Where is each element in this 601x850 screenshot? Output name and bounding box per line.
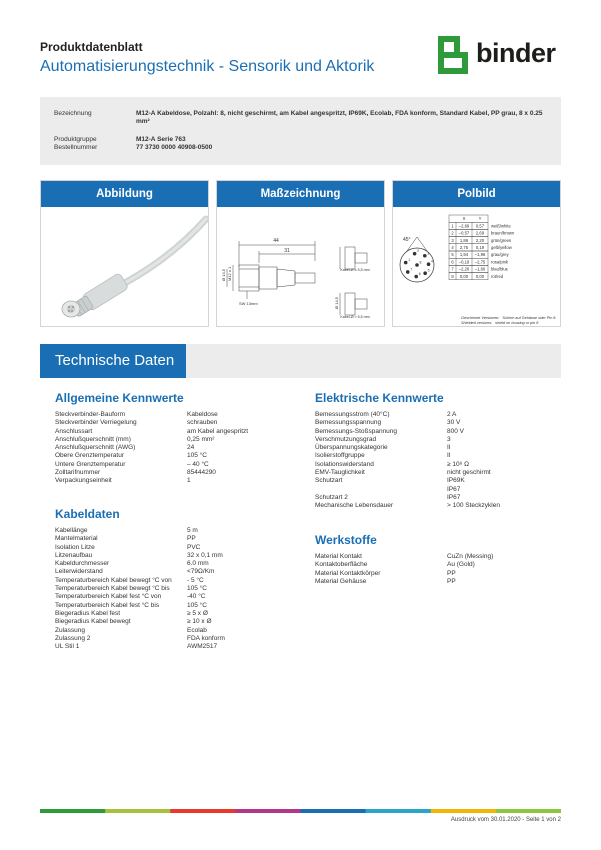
pin-dot: [414, 275, 418, 279]
cable-key: Zulassung: [55, 626, 85, 634]
cable-row: [55, 602, 295, 610]
electrical-key: Schutzart 2: [315, 493, 348, 501]
pin-color: grün/green: [491, 237, 512, 243]
cable-row: [55, 527, 295, 535]
pin-x: –2,20: [458, 266, 470, 272]
electrical-value: 2 A: [447, 411, 457, 418]
pin-color: rot/red: [491, 273, 504, 279]
pin-y: –1,96: [474, 252, 486, 258]
pin-dot-label: 4: [431, 259, 434, 264]
materials-row: [315, 578, 555, 586]
general-value: schrauben: [187, 419, 218, 427]
electrical-value: 800 V: [447, 427, 464, 435]
general-row: [55, 436, 295, 444]
drawing-panel: [216, 180, 385, 327]
dim-sw: SW 13mm: [239, 301, 258, 306]
cable-key: Isolation Litze: [55, 543, 95, 551]
cable-row: [55, 635, 295, 643]
tech-section-title: Technische Daten: [40, 344, 186, 378]
pin-color: rosa/pink: [491, 259, 508, 265]
cable-value: - 5 °C: [187, 576, 204, 584]
electrical-key: Mechanische Lebensdauer: [315, 502, 394, 510]
document-type: Produktdatenblatt: [40, 40, 143, 54]
materials-value: Au (Gold): [447, 561, 475, 569]
pin-number: 8: [451, 273, 454, 279]
materials-key: Kontaktoberfläche: [315, 561, 368, 569]
materials-row: [315, 570, 555, 578]
image-panel-header: Abbildung: [41, 181, 208, 207]
general-value: am Kabel angespritzt: [187, 427, 249, 435]
stripe-segment: [235, 809, 301, 813]
pin-x: 2,75: [459, 245, 469, 250]
general-key: Obere Grenztemperatur: [55, 452, 125, 460]
pin-x: 0,00: [459, 273, 469, 279]
electrical-row: [315, 486, 555, 494]
cable-key: Mantelmaterial: [55, 535, 98, 543]
stripe-segment: [40, 809, 106, 813]
general-value: 85444290: [187, 469, 216, 477]
designation-label: Bezeichnung: [54, 110, 92, 117]
general-value: Kabeldose: [187, 411, 218, 418]
pin-y: 2,20: [475, 237, 485, 243]
order-number-value: 77 3730 0000 40908-0500: [136, 144, 213, 151]
pin-dot-label: 8: [419, 260, 422, 265]
cable-value: AWM2517: [187, 643, 218, 651]
electrical-row: [315, 419, 555, 427]
pin-dot: [423, 254, 427, 258]
binder-logo-mark-icon: [438, 36, 472, 74]
general-key: Steckverbinder Verriegelung: [55, 419, 137, 427]
note-en: shield on housing or pin 8: [495, 321, 539, 325]
general-key: Anschlußquerschnitt (mm): [55, 435, 131, 443]
cable-table: [55, 527, 295, 651]
general-key: Zolltarifnummer: [55, 469, 101, 477]
binder-logo: [438, 36, 564, 76]
electrical-value: IP69K: [447, 477, 465, 485]
product-group-label: Produktgruppe: [54, 136, 97, 143]
materials-value: CuZn (Messing): [447, 553, 494, 560]
general-row: [55, 461, 295, 469]
pin-color: blau/blue: [491, 266, 508, 272]
electrical-row: [315, 494, 555, 502]
general-value: 24: [187, 444, 195, 452]
cable-value: ≥ 5 x Ø: [187, 609, 208, 617]
pin-number: 1: [451, 223, 454, 229]
electrical-value: nicht geschirmt: [447, 469, 491, 477]
general-key: Steckverbinder-Bauform: [55, 411, 126, 418]
cable-key: Temperaturbereich Kabel fest °C von: [55, 593, 162, 601]
pin-y: 0,00: [475, 273, 485, 279]
pin-dot-label: 5: [427, 268, 430, 273]
cable-value: -40 °C: [187, 593, 206, 601]
electrical-value: ≥ 10⁸ Ω: [447, 460, 470, 468]
pin-table-head-x: X: [462, 216, 466, 222]
note-de: Schirm auf Gehäuse oder Pin 8: [502, 316, 556, 320]
cable-value: 6.0 mm: [187, 560, 209, 568]
pin-color: gelb/yellow: [491, 245, 512, 250]
electrical-title: Elektrische Kennwerte: [315, 391, 444, 405]
cable-key: Litzenaufbau: [55, 551, 93, 559]
cable-value: 32 x 0,1 mm: [187, 551, 223, 559]
electrical-row: [315, 428, 555, 436]
electrical-row: [315, 436, 555, 444]
product-photo: [41, 207, 208, 326]
general-key: Anschlußquerschnitt (AWG): [55, 444, 136, 452]
pin-y: –1,66: [474, 266, 486, 272]
electrical-value: > 100 Steckzyklen: [447, 502, 500, 510]
note-de-label: Geschirmte Versionen:: [461, 316, 500, 320]
pin-color: weiß/white: [491, 223, 511, 229]
materials-value: PP: [447, 577, 456, 585]
dim-44: 44: [273, 238, 279, 244]
electrical-key: Bemessungsspannung: [315, 419, 382, 427]
pin-dot: [406, 270, 410, 274]
electrical-key: Verschmutzungsgrad: [315, 435, 377, 443]
pin-table-head-y: Y: [478, 216, 482, 222]
stripe-segment: [301, 809, 367, 813]
cable-value: 5 m: [187, 527, 198, 534]
materials-table: [315, 553, 555, 586]
general-row: [55, 428, 295, 436]
general-row: [55, 411, 295, 419]
pin-dot-label: 2: [417, 249, 420, 254]
cable-key: Biegeradius Kabel bewegt: [55, 618, 131, 626]
pin-dot: [423, 271, 427, 275]
cable-value: <79Ω/Km: [187, 568, 215, 576]
electrical-key: Bemessungs-Stoßspannung: [315, 427, 398, 435]
pin-number: 7: [451, 266, 454, 272]
cable-label-1: Kabel-Ø ≤ 5,5 mm: [340, 268, 370, 272]
pin-dot-label: 3: [427, 251, 430, 256]
electrical-value: II: [447, 444, 451, 452]
electrical-key: EMV-Tauglichkeit: [315, 469, 365, 477]
cable-key: Kabellänge: [55, 527, 88, 534]
electrical-row: [315, 477, 555, 485]
general-row: [55, 444, 295, 452]
general-row: [55, 477, 295, 485]
cable-row: [55, 544, 295, 552]
cable-row: [55, 577, 295, 585]
pin-y: 0,57: [475, 223, 485, 229]
stripe-segment: [170, 809, 236, 813]
cable-row: [55, 610, 295, 618]
pin-color: grau/grey: [491, 252, 509, 258]
cable-row: [55, 552, 295, 560]
electrical-value: 3: [447, 435, 451, 443]
pin-y: 2,69: [475, 230, 485, 236]
electrical-row: [315, 411, 555, 419]
electrical-value: 30 V: [447, 419, 461, 427]
general-key: Verpackungseinheit: [55, 477, 112, 485]
electrical-key: Überspannungskategorie: [315, 444, 388, 452]
stripe-segment: [496, 809, 561, 813]
cable-key: UL Stil 1: [55, 643, 80, 651]
electrical-value: IP67: [447, 485, 461, 493]
general-key: Anschlussart: [55, 427, 93, 435]
svg-text:Geschirmte Versionen: Sc: [461, 316, 556, 320]
general-value: 1: [187, 477, 191, 485]
electrical-row: [315, 469, 555, 477]
cable-row: [55, 560, 295, 568]
cable-row: [55, 643, 295, 651]
pin-dot-label: 1: [408, 258, 411, 263]
pin-number: 6: [451, 259, 454, 265]
cable-key: Kabeldurchmesser: [55, 560, 110, 568]
svg-text:Shielded versions: shiel: [461, 321, 539, 325]
pin-dot: [415, 263, 419, 267]
page-title: Automatisierungstechnik - Sensorik und Aktorik: [40, 58, 375, 75]
cable-row: [55, 568, 295, 576]
pinout-panel-header: Polbild: [393, 181, 560, 207]
cable-value: 105 °C: [187, 585, 207, 593]
cable-row: [55, 618, 295, 626]
electrical-row: [315, 452, 555, 460]
general-table: [55, 411, 295, 486]
materials-row: [315, 561, 555, 569]
pin-x: –0,19: [458, 259, 470, 265]
pin-x: 1,94: [459, 252, 469, 258]
image-panel: [40, 180, 209, 327]
electrical-key: Bemessungsstrom (40°C): [315, 411, 390, 418]
cable-title: Kabeldaten: [55, 507, 120, 521]
note-en-label: Shielded versions:: [461, 321, 493, 325]
pin-dot-label: 7: [410, 267, 413, 272]
pinout-diagram: [393, 207, 560, 326]
cable-key: Leiterwiderstand: [55, 568, 103, 576]
general-row: [55, 469, 295, 477]
materials-value: PP: [447, 569, 456, 577]
pin-angle: 45°: [403, 237, 411, 243]
cable-key: Temperaturbereich Kabel fest °C bis: [55, 601, 160, 609]
cable-row: [55, 627, 295, 635]
general-row: [55, 452, 295, 460]
pin-color: braun/brown: [491, 230, 515, 236]
pin-number: 3: [451, 237, 454, 243]
general-title: Allgemeine Kennwerte: [55, 391, 184, 405]
dimension-drawing: [217, 207, 384, 326]
pin-dot: [427, 259, 434, 266]
dim-31: 31: [284, 248, 290, 254]
electrical-table: [315, 411, 555, 511]
dim-d145-b: Ø 14,5: [334, 296, 339, 309]
drawing-panel-header: Maßzeichnung: [217, 181, 384, 207]
cable-row: [55, 535, 295, 543]
stripe-segment: [431, 809, 497, 813]
stripe-segment: [105, 809, 171, 813]
dim-m12: M12 x 1: [227, 266, 232, 281]
general-key: Untere Grenztemperatur: [55, 460, 126, 468]
binder-logo-text: binder: [476, 38, 556, 68]
pin-x: –0,57: [458, 230, 470, 236]
general-value: – 40 °C: [187, 460, 209, 468]
pin-number: 5: [451, 252, 454, 258]
electrical-key: Schutzart: [315, 477, 343, 485]
electrical-row: [315, 502, 555, 510]
cable-key: Biegeradius Kabel fest: [55, 609, 121, 617]
pin-y: 0,19: [475, 245, 485, 250]
pin-number: 4: [451, 245, 454, 250]
pin-x: 1,86: [459, 237, 469, 243]
electrical-value: II: [447, 452, 451, 460]
pinout-panel: [392, 180, 561, 327]
electrical-row: [315, 444, 555, 452]
materials-row: [315, 553, 555, 561]
pin-dot: [413, 252, 417, 256]
pin-y: –2,75: [474, 259, 486, 265]
materials-title: Werkstoffe: [315, 533, 377, 547]
dim-d145: Ø 14,5: [221, 268, 226, 281]
print-footer: Ausdruck vom 30.01.2020 - Seite 1 von 2: [450, 817, 561, 823]
materials-key: Material Kontaktkörper: [315, 569, 381, 577]
general-value: 0,25 mm²: [187, 435, 215, 443]
stripe-segment: [366, 809, 432, 813]
designation-value: M12-A Kabeldose, Polzahl: 8, nicht geschirmt, am Kabel angespritzt, IP69K, Ecolab, FDA konform, Standard Kabel, PP grau, 8 x 0.25 mm²: [136, 110, 543, 125]
cable-key: Temperaturbereich Kabel bewegt °C von: [55, 576, 172, 584]
cable-value: PVC: [187, 543, 201, 551]
materials-key: Material Kontakt: [315, 553, 362, 560]
materials-key: Material Gehäuse: [315, 577, 367, 585]
cable-label-2: Kabel-Ø > 5,5 mm: [340, 315, 370, 319]
product-info-box: [40, 97, 561, 165]
cable-key: Zulassung 2: [55, 634, 91, 642]
electrical-key: Isolationswiderstand: [315, 460, 374, 468]
pin-dot-label: 6: [418, 272, 421, 277]
order-number-label: Bestellnummer: [54, 144, 98, 151]
general-row: [55, 419, 295, 427]
pin-dot: [404, 261, 408, 265]
general-value: 105 °C: [187, 452, 207, 460]
electrical-value: IP67: [447, 493, 461, 501]
cable-value: Ecolab: [187, 626, 207, 634]
pin-x: –2,69: [458, 223, 470, 229]
cable-value: PP: [187, 535, 196, 543]
cable-value: 105 °C: [187, 601, 207, 609]
product-group-value: M12-A Serie 763: [136, 136, 186, 143]
cable-row: [55, 593, 295, 601]
cable-value: FDA konform: [187, 634, 225, 642]
cable-value: ≥ 10 x Ø: [187, 618, 212, 626]
pin-number: 2: [451, 230, 454, 236]
color-stripe: [40, 809, 561, 813]
electrical-key: Isolierstoffgruppe: [315, 452, 365, 460]
electrical-row: [315, 461, 555, 469]
cable-key: Temperaturbereich Kabel bewegt °C bis: [55, 585, 170, 593]
